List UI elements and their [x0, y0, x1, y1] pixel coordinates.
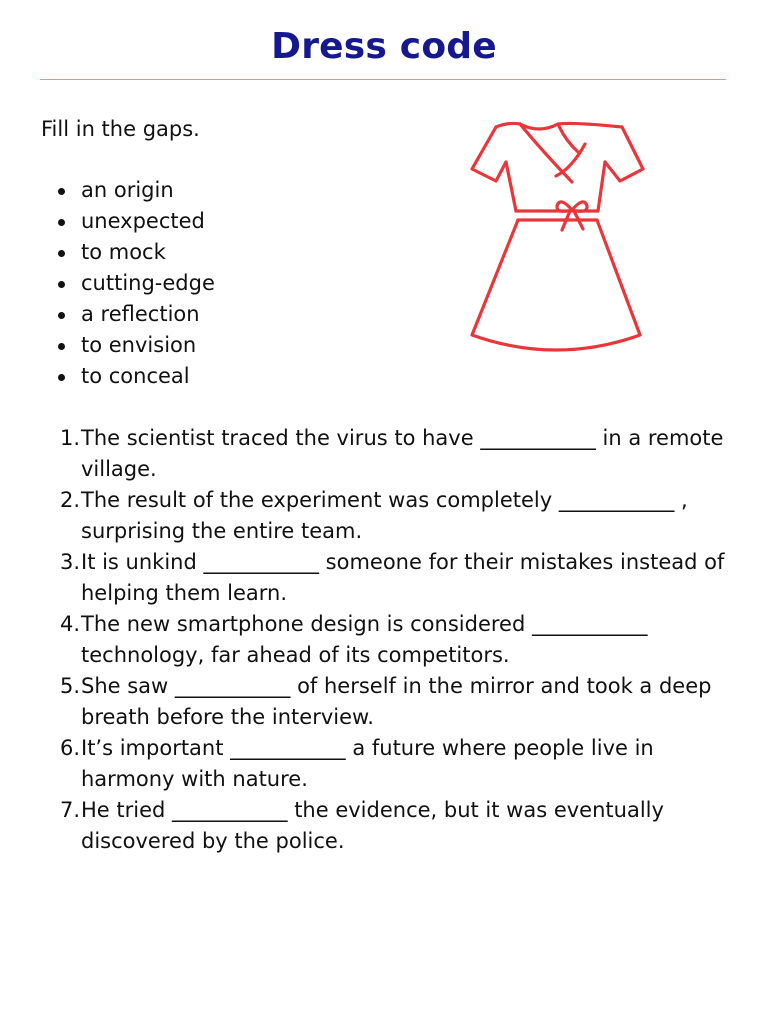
question-number: 7.: [59, 798, 80, 822]
question-item: [40, 485, 730, 547]
question-text: She saw ___________ of herself in the mirror and took a deep breath before the interview.: [81, 674, 712, 729]
dress-icon: [466, 118, 646, 358]
question-item: [40, 609, 730, 671]
question-number: 1.: [59, 426, 80, 450]
questions-list: [40, 423, 730, 857]
word-bank-list: [40, 175, 215, 392]
question-item: [40, 795, 730, 857]
page-title: Dress code: [271, 26, 497, 67]
question-number: 6.: [59, 736, 80, 760]
question-text: It is unkind ___________ someone for their mistakes instead of helping them learn.: [81, 550, 725, 605]
question-item: [40, 547, 730, 609]
word-bank-item: to mock: [40, 237, 215, 268]
question-text: The new smartphone design is considered ___________ technology, far ahead of its competitors.: [81, 612, 648, 667]
question-text: He tried ___________ the evidence, but it was eventually discovered by the police.: [81, 798, 664, 853]
question-number: 3.: [59, 550, 80, 574]
title-divider: [40, 79, 726, 80]
instructions-text: Fill in the gaps.: [41, 117, 200, 141]
question-text: The result of the experiment was completely ___________ , surprising the entire team.: [81, 488, 688, 543]
question-number: 5.: [59, 674, 80, 698]
word-bank-item: cutting-edge: [40, 268, 215, 299]
word-bank-item: a reflection: [40, 299, 215, 330]
question-item: [40, 423, 730, 485]
question-text: It’s important ___________ a future where people live in harmony with nature.: [81, 736, 654, 791]
word-bank-item: to conceal: [40, 361, 215, 392]
word-bank-item: an origin: [40, 175, 215, 206]
word-bank-item: unexpected: [40, 206, 215, 237]
word-bank-item: to envision: [40, 330, 215, 361]
question-number: 4.: [59, 612, 80, 636]
question-item: [40, 733, 730, 795]
question-item: [40, 671, 730, 733]
question-text: The scientist traced the virus to have ___________ in a remote village.: [81, 426, 724, 481]
question-number: 2.: [59, 488, 80, 512]
